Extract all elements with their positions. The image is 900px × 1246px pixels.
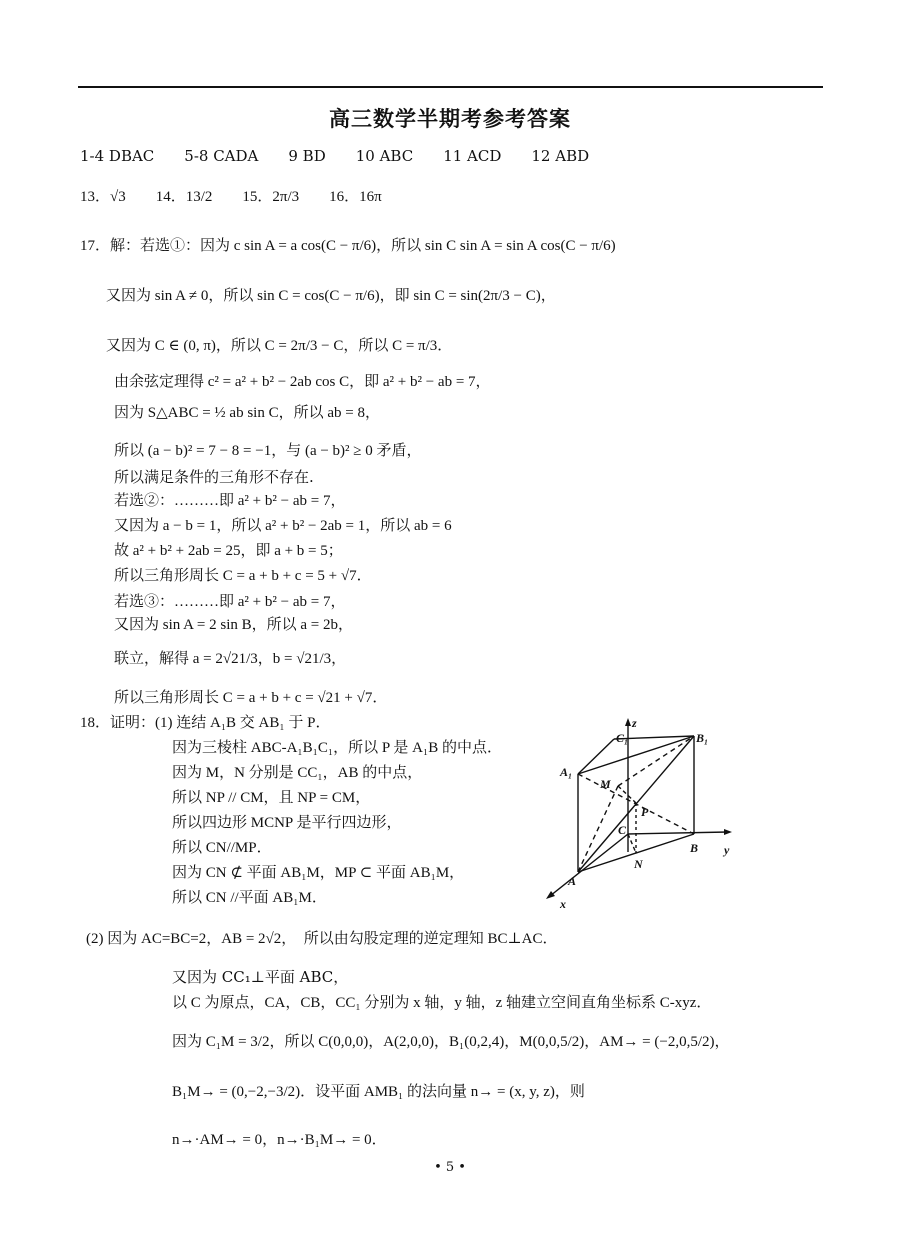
q17-line-1: 17．解：若选①：因为 c sin A = a cos(C − π/6)，所以 sin C sin A = sin A cos(C − π/6) bbox=[80, 238, 616, 254]
q17-line-13: 又因为 sin A = 2 sin B，所以 a = 2b， bbox=[114, 617, 354, 633]
q18-p1-line-6: 所以 CN//MP． bbox=[172, 840, 272, 856]
q17-line-8: 若选②：………即 a² + b² − ab = 7， bbox=[114, 493, 346, 509]
seg-c-n bbox=[628, 834, 636, 853]
q17-line-12: 若选③：………即 a² + b² − ab = 7， bbox=[114, 594, 346, 610]
q18-p1-line-3: 因为 M，N 分别是 CC₁，AB 的中点， bbox=[172, 765, 423, 781]
q18-p2-line-4: 因为 C₁M = 3/2，所以 C(0,0,0)，A(2,0,0)，B₁(0,2,4)，M(0,0,5/2)，AM→ = (−2,0,5/2)， bbox=[172, 1034, 730, 1050]
page-title: 高三数学半期考参考答案 bbox=[329, 106, 571, 131]
label-c1: C₁ bbox=[616, 731, 629, 745]
q17-line-5: 因为 S△ABC = ½ ab sin C，所以 ab = 8， bbox=[114, 405, 380, 421]
label-c: C bbox=[618, 823, 627, 837]
label-a: A bbox=[568, 874, 577, 888]
q17-line-2: 又因为 sin A ≠ 0，所以 sin C = cos(C − π/6)，即 sin C = sin(2π/3 − C)， bbox=[106, 288, 556, 304]
q18-p1-line-4: 所以 NP // CM，且 NP = CM， bbox=[172, 790, 371, 806]
prism-figure bbox=[538, 712, 738, 910]
y-arrow bbox=[724, 829, 732, 835]
y-axis bbox=[628, 832, 728, 834]
label-m: M bbox=[600, 777, 611, 791]
x-arrow bbox=[546, 891, 555, 899]
label-b1: B₁ bbox=[696, 731, 709, 745]
label-n: N bbox=[634, 857, 643, 871]
q18-p2-line-3: 以 C 为原点，CA，CB，CC₁ 分别为 x 轴，y 轴，z 轴建立空间直角坐标系 C-xyz． bbox=[172, 995, 712, 1011]
q17-line-11: 所以三角形周长 C = a + b + c = 5 + √7． bbox=[114, 568, 372, 584]
label-p: P bbox=[641, 805, 649, 819]
label-x: x bbox=[560, 897, 566, 910]
edge-a1-b1 bbox=[578, 736, 694, 774]
label-b: B bbox=[690, 841, 699, 855]
q17-line-15: 所以三角形周长 C = a + b + c = √21 + √7． bbox=[114, 690, 388, 706]
q18-p2-line-5: B₁M→ = (0,−2,−3/2)．设平面 AMB₁ 的法向量 n→ = (x, y, z)，则 bbox=[172, 1084, 585, 1100]
q17-line-9: 又因为 a − b = 1，所以 a² + b² − 2ab = 1，所以 ab = 6 bbox=[114, 518, 452, 534]
choice-answers: 1-4 DBAC 5-8 CADA 9 BD 10 ABC 11 ACD 12 ABD bbox=[80, 147, 590, 165]
q17-line-6: 所以 (a − b)² = 7 − 8 = −1，与 (a − b)² ≥ 0 矛盾， bbox=[114, 443, 422, 459]
q18-p1-line-1: 18．证明：(1) 连结 A₁B 交 AB₁ 于 P． bbox=[80, 715, 331, 731]
q18-p1-line-8: 所以 CN //平面 AB₁M． bbox=[172, 890, 327, 906]
q17-line-7: 所以满足条件的三角形不存在. bbox=[114, 468, 314, 486]
q17-line-10: 故 a² + b² + 2ab = 25，即 a + b = 5； bbox=[114, 543, 343, 559]
q18-p2-line-1: (2) 因为 AC=BC=2，AB = 2√2， 所以由勾股定理的逆定理知 BC⊥AC． bbox=[86, 931, 558, 947]
fill-answers: 13．√3 14．13/2 15．2π/3 16．16π bbox=[80, 189, 382, 205]
header-rule bbox=[78, 86, 823, 88]
diag-m-b1 bbox=[618, 736, 694, 786]
x-axis bbox=[550, 834, 628, 896]
q17-line-14: 联立，解得 a = 2√21/3，b = √21/3， bbox=[114, 651, 347, 667]
q18-p2-line-2: 又因为 CC₁⊥平面 ABC， bbox=[172, 968, 349, 986]
label-z: z bbox=[632, 716, 637, 730]
label-a1: A₁ bbox=[560, 765, 573, 779]
z-arrow bbox=[625, 718, 631, 726]
q18-p1-line-7: 因为 CN ⊄ 平面 AB₁M，MP ⊂ 平面 AB₁M， bbox=[172, 865, 465, 881]
diag-a-m bbox=[578, 786, 618, 872]
seg-m-p bbox=[618, 786, 636, 803]
q17-line-3: 又因为 C ∈ (0, π)，所以 C = 2π/3 − C，所以 C = π/3． bbox=[106, 338, 453, 354]
page-number: • 5 • bbox=[434, 1160, 466, 1175]
q18-p2-line-6: n→·AM→ = 0，n→·B₁M→ = 0． bbox=[172, 1132, 387, 1148]
q17-line-4: 由余弦定理得 c² = a² + b² − 2ab cos C，即 a² + b² − ab = 7， bbox=[114, 374, 491, 390]
q18-p1-line-2: 因为三棱柱 ABC-A₁B₁C₁，所以 P 是 A₁B 的中点． bbox=[172, 740, 502, 756]
label-y: y bbox=[724, 843, 730, 857]
q18-p1-line-5: 所以四边形 MCNP 是平行四边形， bbox=[172, 815, 402, 831]
